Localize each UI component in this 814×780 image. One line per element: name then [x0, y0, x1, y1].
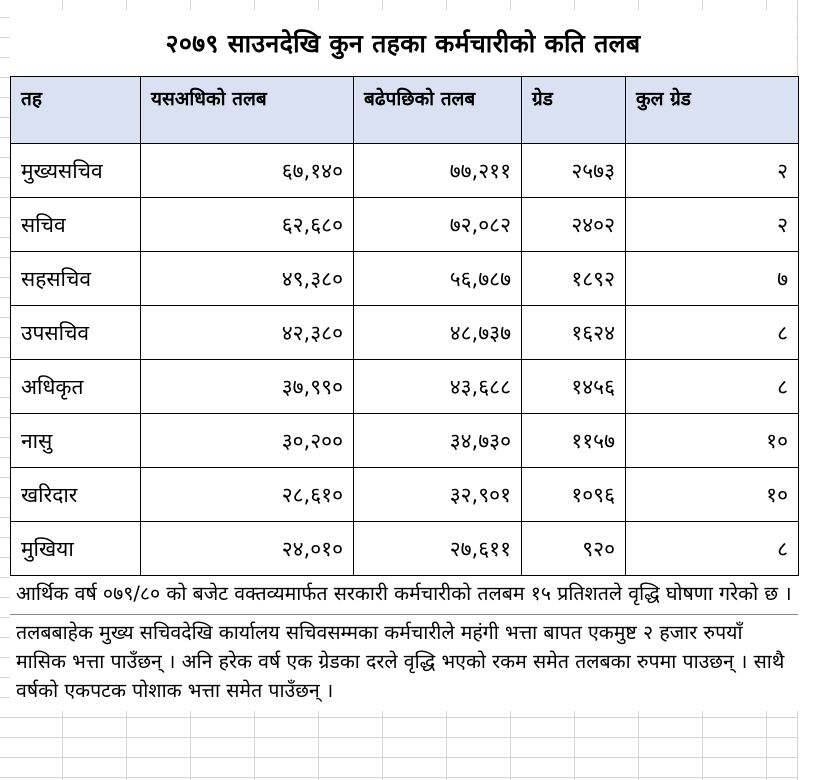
table-row — [11, 468, 799, 522]
cell-old-salary[interactable]: २४,०१० — [141, 522, 354, 576]
cell-total-grade[interactable]: १० — [626, 414, 799, 468]
cell-grade[interactable]: १६२४ — [522, 306, 626, 360]
cell-grade[interactable]: २५७३ — [522, 144, 626, 198]
table-header-row — [11, 77, 799, 144]
cell-new-salary[interactable]: ७२,०८२ — [354, 198, 522, 252]
cell-total-grade[interactable]: १० — [626, 468, 799, 522]
cell-new-salary[interactable]: ४३,६८८ — [354, 360, 522, 414]
table-row — [11, 414, 799, 468]
cell-total-grade[interactable]: ८ — [626, 360, 799, 414]
cell-new-salary[interactable]: ७७,२११ — [354, 144, 522, 198]
table-row — [11, 252, 799, 306]
header-new-salary[interactable]: बढेपछिको तलब — [354, 77, 522, 144]
header-grade[interactable]: ग्रेड — [522, 77, 626, 144]
cell-grade[interactable]: १४५६ — [522, 360, 626, 414]
header-old-salary[interactable]: यसअधिको तलब — [141, 77, 354, 144]
table-row — [11, 306, 799, 360]
note-budget-announcement[interactable]: आर्थिक वर्ष ०७९/८० को बजेट वक्तव्यमार्फत सरकारी कर्मचारीको तलबम १५ प्रतिशतले वृद्धि घोषणा गरेको छ । — [10, 576, 798, 615]
cell-old-salary[interactable]: २८,६१० — [141, 468, 354, 522]
cell-new-salary[interactable]: ४८,७३७ — [354, 306, 522, 360]
cell-grade[interactable]: २४०२ — [522, 198, 626, 252]
cell-old-salary[interactable]: ४९,३८० — [141, 252, 354, 306]
cell-grade[interactable]: ११५७ — [522, 414, 626, 468]
table-row — [11, 198, 799, 252]
cell-total-grade[interactable]: ७ — [626, 252, 799, 306]
note-allowances[interactable]: तलबबाहेक मुख्य सचिवदेखि कार्यालय सचिवसम्मका कर्मचारीले महंगी भत्ता बापत एकमुष्ट २ हजार रुपयाँ मासिक भत्ता पाउँछन् । अनि हरेक वर्ष एक ग्रेडका दरले वृद्धि भएको रकम समेत तलबका रुपमा पाउछन् । साथै वर्षको एकपटक पोशाक भत्ता समेत पाउँछन् । — [16, 621, 785, 702]
notes-section — [10, 576, 798, 711]
cell-rank[interactable]: मुख्यसचिव — [11, 144, 141, 198]
header-total-grade[interactable]: कुल ग्रेड — [626, 77, 799, 144]
cell-old-salary[interactable]: ३०,२०० — [141, 414, 354, 468]
cell-grade[interactable]: १८९२ — [522, 252, 626, 306]
table-row — [11, 144, 799, 198]
cell-rank[interactable]: अधिकृत — [11, 360, 141, 414]
table-row — [11, 522, 799, 576]
cell-rank[interactable]: खरिदार — [11, 468, 141, 522]
cell-rank[interactable]: नासु — [11, 414, 141, 468]
cell-old-salary[interactable]: ६७,१४० — [141, 144, 354, 198]
sheet-edge — [797, 0, 814, 780]
cell-old-salary[interactable]: ६२,६८० — [141, 198, 354, 252]
cell-new-salary[interactable]: ३४,७३० — [354, 414, 522, 468]
header-rank[interactable]: तह — [11, 77, 141, 144]
cell-total-grade[interactable]: ८ — [626, 306, 799, 360]
cell-total-grade[interactable]: २ — [626, 144, 799, 198]
cell-new-salary[interactable]: ३२,९०१ — [354, 468, 522, 522]
salary-table — [10, 76, 799, 576]
cell-old-salary[interactable]: ३७,९९० — [141, 360, 354, 414]
cell-new-salary[interactable]: ५६,७८७ — [354, 252, 522, 306]
cell-rank[interactable]: उपसचिव — [11, 306, 141, 360]
table-row — [11, 360, 799, 414]
cell-new-salary[interactable]: २७,६११ — [354, 522, 522, 576]
page-title: २०७९ साउनदेखि कुन तहका कर्मचारीको कति तलब — [165, 29, 641, 58]
title-cell[interactable] — [10, 10, 796, 76]
cell-total-grade[interactable]: २ — [626, 198, 799, 252]
cell-grade[interactable]: १०९६ — [522, 468, 626, 522]
cell-total-grade[interactable]: ८ — [626, 522, 799, 576]
cell-old-salary[interactable]: ४२,३८० — [141, 306, 354, 360]
cell-rank[interactable]: मुखिया — [11, 522, 141, 576]
cell-rank[interactable]: सचिव — [11, 198, 141, 252]
cell-grade[interactable]: ९२० — [522, 522, 626, 576]
cell-rank[interactable]: सहसचिव — [11, 252, 141, 306]
